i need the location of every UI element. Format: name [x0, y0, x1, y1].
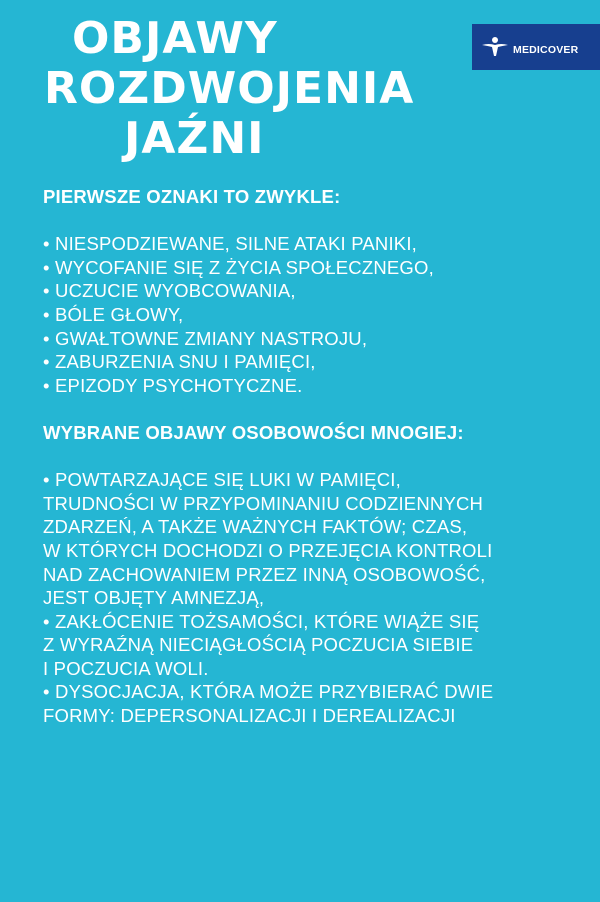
list-item-line: I POCZUCIA WOLI. — [43, 657, 209, 679]
first-signs-list — [43, 232, 588, 397]
list-item-line: Z WYRAŹNĄ NIECIĄGŁOŚCIĄ POCZUCIA SIEBIE — [43, 634, 474, 656]
title-line-1: OBJAWY — [72, 13, 278, 64]
list-item: • UCZUCIE WYOBCOWANIA, — [43, 280, 296, 302]
title-line-3: JAŹNI — [124, 113, 265, 164]
selected-symptoms-list — [43, 468, 588, 728]
main-content — [43, 185, 588, 728]
list-item-line: W KTÓRYCH DOCHODZI O PRZEJĘCIA KONTROLI — [43, 539, 493, 561]
list-item-line: • ZAKŁÓCENIE TOŻSAMOŚCI, KTÓRE WIĄŻE SIĘ — [43, 610, 480, 632]
list-item-line: ZDARZEŃ, A TAKŻE WAŻNYCH FAKTÓW; CZAS, — [43, 516, 468, 538]
list-item-line: • POWTARZAJĄCE SIĘ LUKI W PAMIĘCI, — [43, 469, 401, 491]
section-heading-selected-symptoms: WYBRANE OBJAWY OSOBOWOŚCI MNOGIEJ: — [43, 421, 464, 443]
list-item: • WYCOFANIE SIĘ Z ŻYCIA SPOŁECZNEGO, — [43, 256, 434, 278]
list-item — [43, 680, 588, 727]
section-heading-first-signs: PIERWSZE OZNAKI TO ZWYKLE: — [43, 186, 341, 207]
list-item — [43, 610, 588, 681]
list-item-line: NAD ZACHOWANIEM PRZEZ INNĄ OSOBOWOŚĆ, — [43, 563, 486, 585]
list-item: • ZABURZENIA SNU I PAMIĘCI, — [43, 351, 316, 373]
title-line-2: ROZDWOJENIA — [44, 63, 415, 114]
list-item: • EPIZODY PSYCHOTYCZNE. — [43, 374, 303, 396]
list-item-line: • DYSOCJACJA, KTÓRA MOŻE PRZYBIERAĆ DWIE — [43, 681, 494, 703]
logo-text: MEDICOVER — [513, 44, 579, 56]
medicover-figure-icon — [481, 35, 509, 59]
list-item-line: JEST OBJĘTY AMNEZJĄ, — [43, 587, 265, 609]
list-item-line: TRUDNOŚCI W PRZYPOMINANIU CODZIENNYCH — [43, 492, 484, 514]
list-item — [43, 468, 588, 610]
list-item: • NIESPODZIEWANE, SILNE ATAKI PANIKI, — [43, 233, 418, 255]
medicover-logo — [472, 24, 600, 70]
list-item-line: FORMY: DEPERSONALIZACJI I DEREALIZACJI — [43, 705, 456, 727]
list-item: • BÓLE GŁOWY, — [43, 303, 184, 325]
list-item: • GWAŁTOWNE ZMIANY NASTROJU, — [43, 327, 368, 349]
page-title — [0, 14, 470, 164]
